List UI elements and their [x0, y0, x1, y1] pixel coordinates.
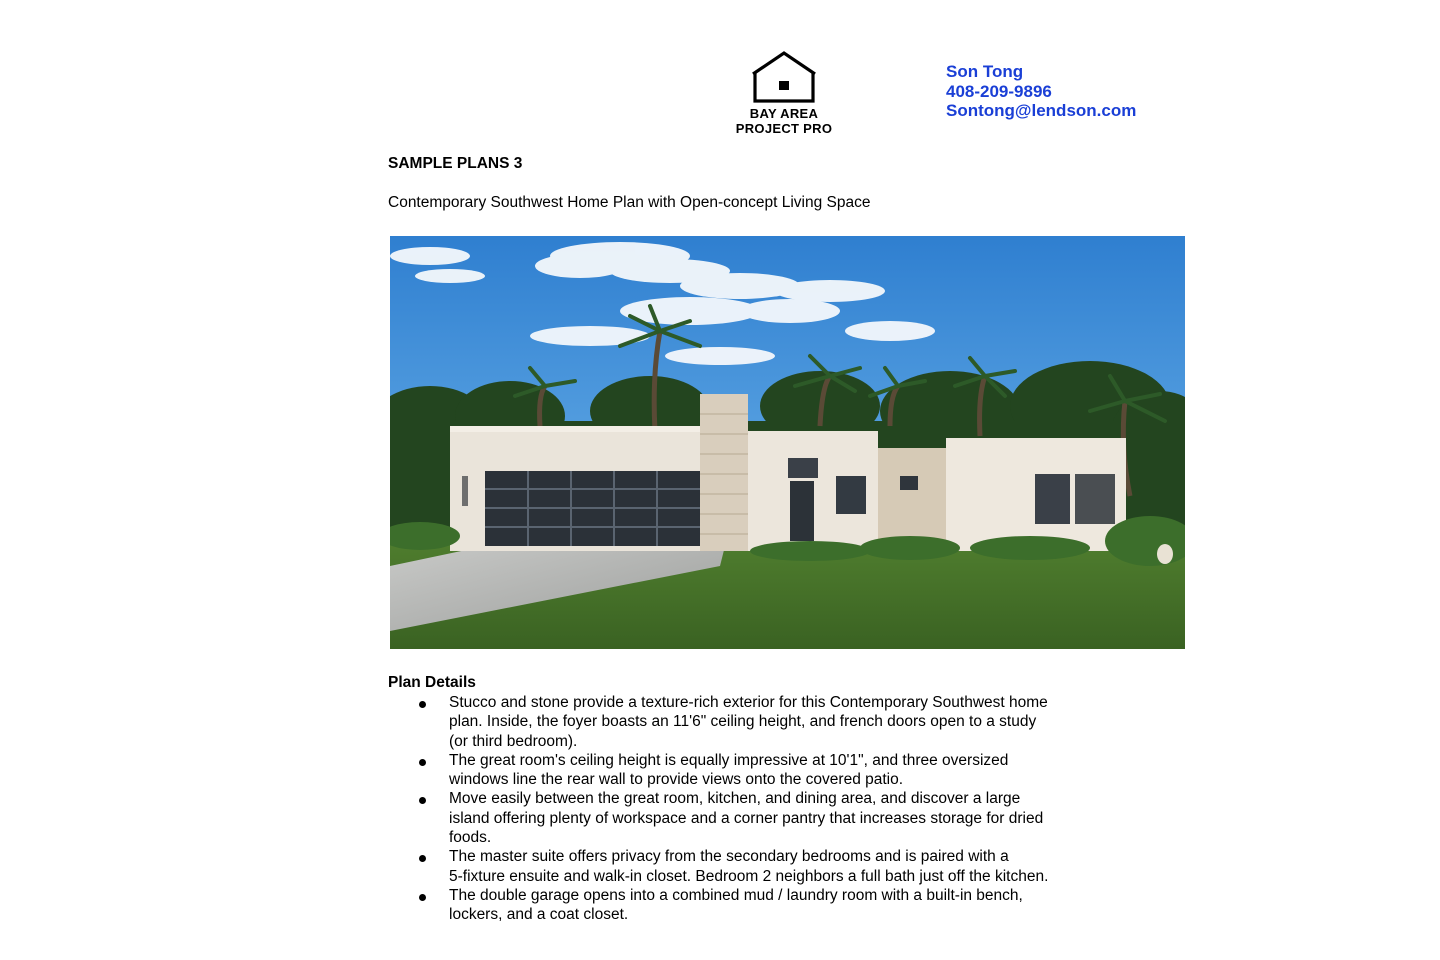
- list-item-line: The great room's ceiling height is equally impressive at 10'1", and three oversized: [449, 751, 1009, 769]
- house-icon: [749, 50, 819, 104]
- list-item-line: island offering plenty of workspace and a corner pantry that increases storage for dried: [449, 809, 1044, 827]
- bullet-icon: [419, 797, 426, 804]
- list-item-line: plan. Inside, the foyer boasts an 11'6" ceiling height, and french doors open to a study: [449, 713, 1037, 731]
- house-rendering-image: [390, 236, 1185, 649]
- company-logo: [718, 50, 850, 136]
- logo-line-1: BAY AREA: [749, 106, 819, 121]
- list-item-line: Stucco and stone provide a texture-rich exterior for this Contemporary Southwest home: [449, 694, 1048, 711]
- document-title: SAMPLE PLANS 3: [388, 155, 523, 172]
- bullet-icon: [419, 855, 426, 862]
- list-item-line: foods.: [449, 829, 492, 847]
- list-item-line: The double garage opens into a combined mud / laundry room with a built-in bench,: [449, 886, 1023, 904]
- list-item-line: windows line the rear wall to provide views onto the covered patio.: [449, 771, 904, 789]
- document-subtitle: Contemporary Southwest Home Plan with Open-concept Living Space: [388, 194, 871, 211]
- list-item: [388, 789, 1188, 847]
- list-item: [388, 693, 1188, 751]
- logo-line-2: PROJECT PRO: [735, 121, 833, 136]
- list-item-line: (or third bedroom).: [449, 732, 578, 750]
- list-item: [388, 847, 1188, 886]
- list-item-line: 5-fixture ensuite and walk-in closet. Bedroom 2 neighbors a full bath just off the kitchen.: [449, 867, 1049, 885]
- bullet-icon: [419, 701, 426, 708]
- list-item-line: The master suite offers privacy from the secondary bedrooms and is paired with a: [449, 848, 1009, 866]
- plan-details-list: [388, 693, 1188, 925]
- contact-phone[interactable]: 408-209-9896: [946, 81, 1052, 101]
- bullet-icon: [419, 894, 426, 901]
- plan-details-heading: Plan Details: [388, 674, 476, 691]
- contact-name: Son Tong: [946, 62, 1024, 81]
- list-item: [388, 751, 1188, 790]
- list-item: [388, 886, 1188, 925]
- list-item-line: lockers, and a coat closet.: [449, 906, 629, 924]
- bullet-icon: [419, 759, 426, 766]
- contact-email[interactable]: Sontong@lendson.com: [946, 101, 1137, 120]
- contact-info: [946, 62, 1136, 121]
- list-item-line: Move easily between the great room, kitchen, and dining area, and discover a large: [449, 790, 1021, 808]
